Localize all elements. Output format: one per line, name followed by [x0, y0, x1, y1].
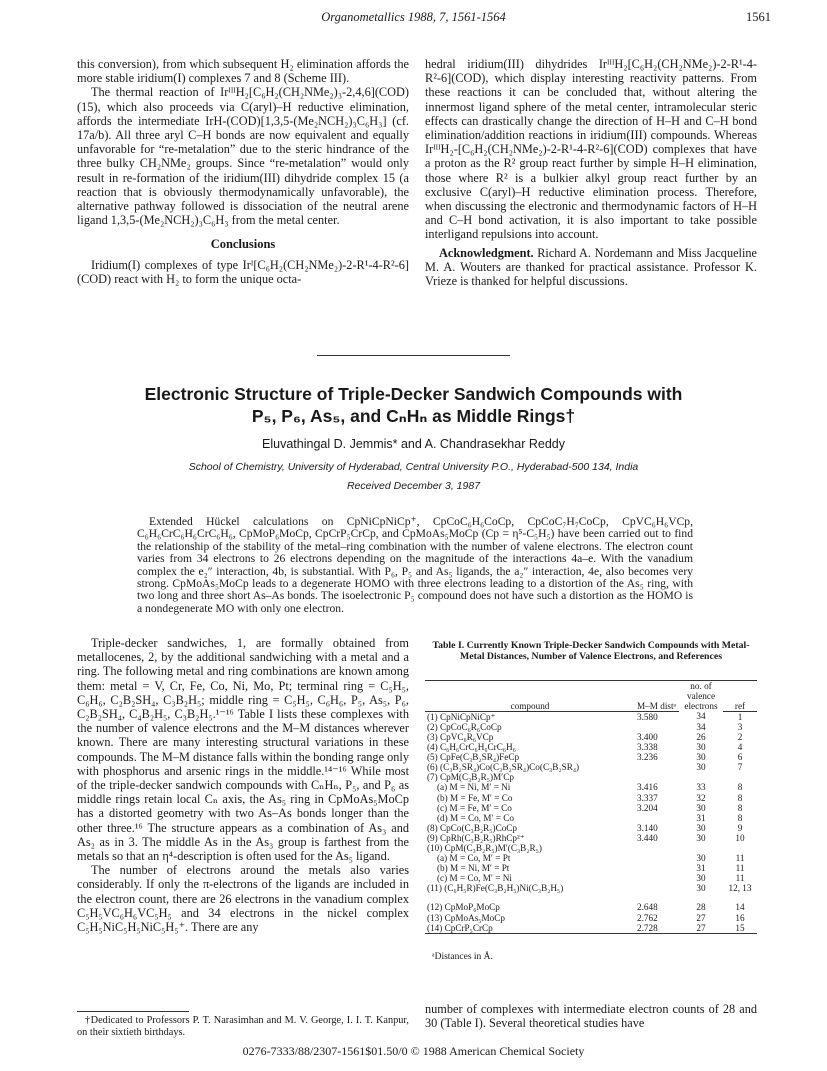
cell-valence-electrons: 30: [696, 832, 706, 843]
cell-ref: 8: [737, 792, 743, 803]
cell-mm-distance: 3.440: [637, 832, 658, 843]
table-row: [425, 873, 757, 883]
cell-mm-distance: [635, 762, 679, 772]
table-row: [425, 762, 757, 772]
ack-text: Richard A. Nordemann and Miss Jacqueline M. A. Wouters are thanked for practical assistance. Professor K. Vrieze is thanked for helpful discussions.: [425, 245, 757, 289]
cell-ref: 11: [735, 853, 745, 864]
cell-ref: 16: [735, 912, 745, 923]
cell-mm-distance: 3.140: [637, 822, 658, 833]
cell-ref: 1: [737, 711, 743, 722]
cell-compound: (10) CpM(C₃B₂R₅)M′(C₃B₂R₅): [427, 843, 542, 853]
body-right-column: [425, 1002, 757, 1030]
cell-compound: (5) CpFe(C₃B₂SR₄)FeCp: [427, 752, 520, 763]
table-caption: Table I. Currently Known Triple-Decker Sandwich Compounds with Metal-Metal Distances, Number of Valence Electrons, and References: [432, 640, 750, 662]
table-row: [425, 893, 757, 912]
copyright-line: 0276-7333/88/2307-1561$01.50/0 © 1988 American Chemical Society: [242, 1044, 585, 1058]
table-row: [425, 913, 757, 923]
cell-valence-electrons: 27: [696, 912, 706, 923]
title-line-2: P₅, P₆, As₅, and CₙHₙ as Middle Rings†: [251, 406, 576, 426]
running-header: Organometallics 1988, 7, 1561-1564: [321, 10, 506, 24]
paragraph: Iridium(I) complexes of type Irᴵ[C₆H₂(CH₂NMe₂)-2-R¹-4-R²-6](COD) react with H₂ to form the unique octa-: [77, 257, 409, 286]
cell-ref: 8: [737, 782, 743, 793]
cell-valence-electrons: 30: [696, 873, 706, 884]
cell-ref: 11: [735, 873, 745, 884]
cell-mm-distance: 3.400: [637, 731, 658, 742]
table-row: [425, 813, 757, 823]
table-row: [425, 742, 757, 752]
cell-ref: [723, 843, 757, 853]
col-header-ref: ref: [723, 682, 757, 711]
cell-compound: (c) M = Fe, M′ = Co: [437, 802, 512, 813]
cell-valence-electrons: [679, 772, 723, 782]
title-line-1: Electronic Structure of Triple-Decker Sandwich Compounds with: [144, 384, 683, 404]
table-row: [425, 752, 757, 762]
table-row: [425, 823, 757, 833]
cell-ref: 2: [737, 731, 743, 742]
cell-mm-distance: [635, 873, 679, 883]
cell-ref: 8: [737, 802, 743, 813]
col-header-valence: no. of valence electrons: [679, 681, 723, 712]
cell-ref: 15: [723, 923, 757, 934]
footnote-rule: [77, 1011, 189, 1012]
cell-ref: 7: [737, 762, 743, 773]
cell-ref: 10: [735, 832, 745, 843]
cell-ref: 6: [737, 752, 743, 763]
cell-ref: 11: [735, 863, 745, 874]
cell-compound: (6) (C₃B₂SR₄)Co(C₃B₂SR₄)Co(C₃B₂SR₄): [427, 762, 580, 773]
cell-ref: 4: [737, 742, 743, 753]
cell-compound: (11) (C₆H₅R)Fe(C₃B₂H₅)Ni(C₃B₂H₅): [427, 883, 564, 894]
cell-valence-electrons: 30: [696, 853, 706, 864]
cell-compound: (4) C₆H₆CrC₆H₆CrC₆H₆: [427, 742, 516, 753]
cell-valence-electrons: 31: [696, 863, 706, 874]
table-row: [425, 793, 757, 803]
cell-valence-electrons: 27: [679, 923, 723, 934]
cell-compound: (14) CpCrP₅CrCp: [425, 923, 635, 934]
col-header-mm: M–M distᵃ: [635, 682, 679, 711]
table-row: [425, 732, 757, 742]
cell-compound: (b) M = Ni, M′ = Pt: [437, 863, 510, 874]
cell-valence-electrons: 31: [696, 812, 706, 823]
table-row: [425, 803, 757, 813]
footnote: [77, 1015, 409, 1039]
col-header-compound: compound: [425, 682, 635, 711]
cell-compound: (7) CpM(C₃B₂R₅)M′Cp: [427, 772, 514, 783]
cell-valence-electrons: 34: [696, 711, 706, 722]
cell-ref: 14: [735, 902, 745, 913]
cell-mm-distance: 3.416: [637, 782, 658, 793]
body-left-column: [77, 636, 409, 934]
paragraph: The number of electrons around the metals also varies considerably. If only the π-electrons of the ligands are included in the electron count, there are 26 electrons in the vanadium complex C₅H₅VC₆H₆VC₅H₅ and 34 electrons in the nickel complex C₅H₅NiC₅H₅NiC₅H₅⁺. There are any: [77, 863, 409, 935]
conclusions-heading: Conclusions: [210, 237, 276, 252]
cell-valence-electrons: 26: [696, 731, 706, 742]
cell-mm-distance: 2.762: [637, 912, 658, 923]
cell-valence-electrons: 30: [696, 883, 706, 894]
cell-ref: [723, 772, 757, 782]
cell-mm-distance: [635, 843, 679, 853]
cell-compound: (b) M = Fe, M′ = Co: [437, 792, 513, 803]
acknowledgment: [425, 246, 757, 289]
table-row: [425, 722, 757, 732]
paragraph: number of complexes with intermediate electron counts of 28 and 30 (Table I). Several theoretical studies have: [425, 1002, 757, 1031]
cell-compound: (2) CpCoC₆R₆CoCp: [427, 721, 502, 732]
cell-compound: (d) M = Co, M′ = Co: [437, 812, 514, 823]
cell-valence-electrons: 30: [696, 822, 706, 833]
cell-ref: 8: [737, 812, 743, 823]
cell-mm-distance: [635, 813, 679, 823]
cell-compound: (c) M = Co, M′ = Ni: [437, 873, 512, 884]
paragraph: this conversion), from which subsequent H₂ elimination affords the more stable iridium(I) complexes 7 and 8 (Scheme III).: [77, 57, 409, 86]
cell-valence-electrons: 32: [696, 792, 706, 803]
table-1: [425, 680, 757, 934]
cell-valence-electrons: 34: [696, 721, 706, 732]
cell-mm-distance: 2.648: [637, 902, 658, 913]
table-row: [425, 843, 757, 853]
cell-compound: (13) CpMoAs₅MoCp: [427, 912, 505, 923]
cell-compound: (a) M = Ni, M′ = Ni: [437, 782, 511, 793]
cell-compound: (1) CpNiCpNiCp⁺: [427, 711, 496, 722]
table-row: [425, 863, 757, 873]
prev-article-left-column: [77, 57, 409, 286]
cell-valence-electrons: [679, 843, 723, 853]
table-body: [425, 711, 757, 933]
cell-valence-electrons: 33: [696, 782, 706, 793]
table-row: [425, 833, 757, 843]
prev-article-right-column: [425, 57, 757, 288]
table-row: [425, 782, 757, 792]
cell-mm-distance: 3.236: [637, 752, 658, 763]
paragraph: Triple-decker sandwiches, 1, are formally obtained from metallocenes, 2, by the additional sandwiching with a metal and a ring. The following metal and ring combinations are known among them: metal = V, Cr, Fe, Co, Ni, Mo, Pt; terminal ring = C₅H₅, C₆H₆, C₂B₂SH₄, C₃B₂H₅; middle ring = C₅H₅, C₆H₆, P₅, As₅, P₆, C₂B₂SH₄, C₄B₂H₅, C₃B₂H₅.¹⁻¹⁶ Table I lists these complexes with the number of valence electrons and the M–M distances wherever known. There are many interesting structural variations in these compounds. The M–M distance falls within the bonding range only with phosphorus and arsenic rings in the middle.¹⁴⁻¹⁶ While most of the triple-decker sandwich compounds with CₙHₙ, P₅, and P₆ as middle rings retain local Cₙ axis, the As₅ ring in CpMoAs₅MoCp has a distorted geometry with two As–As bonds longer than the other three.¹⁶ The structure appears as a combination of As₃ and As₂ as in 3. The middle As in the As₃ group is farthest from the metals so that an η⁴-description is often used for the As₅ ligand.: [77, 636, 409, 864]
article-title: [60, 383, 767, 427]
cell-valence-electrons: 30: [696, 742, 706, 753]
cell-mm-distance: 3.580: [637, 711, 658, 722]
paragraph: hedral iridium(III) dihydrides IrᴵᴵᴵH₂[C₆H₂(CH₂NMe₂)-2-R¹-4-R²-6](COD), which display interesting reactivity patterns. From these reactions it can be concluded that, without altering the innermost ligand sphere of the metal center, intramolecular steric effects can drastically change the direction of H–H and C–H bond elimination/addition reactions in iridium(III) compounds. Whereas IrᴵᴵᴵH₂-[C₆H₂(CH₂NMe₂)-2-R¹-4-R²-6](COD) complexes that have a proton as the R² group react further by simple H–H elimination, those where R² is a bulkier alkyl group react further by an exclusive C(aryl)–H reductive elimination process. Therefore, when discussing the electronic and thermodynamic factors of H–H and C–H bond activation, it is also important to take possible interligand repulsions into account.: [425, 57, 757, 242]
cell-mm-distance: [635, 722, 679, 732]
cell-compound: (12) CpMoP₆MoCp: [427, 902, 500, 913]
table-row: [425, 853, 757, 863]
cell-ref: 12, 13: [728, 883, 752, 894]
page-number: 1561: [746, 10, 771, 24]
cell-valence-electrons: 30: [696, 762, 706, 773]
cell-mm-distance: [635, 772, 679, 782]
abstract: [137, 516, 693, 615]
cell-compound: (a) M = Co, M′ = Pt: [437, 853, 511, 864]
cell-mm-distance: [635, 863, 679, 873]
table-row: [425, 711, 757, 722]
ack-label: Acknowledgment.: [439, 245, 534, 260]
cell-ref: 9: [737, 822, 743, 833]
article-divider: [317, 355, 510, 356]
footnote-text: †Dedicated to Professors P. T. Narasimhan and M. V. George, I. I. T. Kanpur, on their sixtieth birthdays.: [77, 1015, 409, 1038]
authors: Eluvathingal D. Jemmis* and A. Chandrasekhar Reddy: [262, 437, 565, 451]
table-note: ᵃDistances in Å.: [432, 952, 493, 962]
cell-mm-distance: [635, 883, 679, 893]
table-row: [425, 772, 757, 782]
cell-mm-distance: 3.338: [637, 742, 658, 753]
cell-mm-distance: 3.337: [637, 792, 658, 803]
affiliation: School of Chemistry, University of Hyderabad, Central University P.O., Hyderabad-500 134, India: [188, 461, 639, 473]
cell-valence-electrons: 30: [696, 752, 706, 763]
table-row: [425, 883, 757, 893]
cell-compound: (9) CpRh(C₃B₂R₅)RhCp²⁺: [427, 832, 525, 843]
cell-compound: (8) CpCo(C₃B₂R₅)CoCp: [427, 822, 518, 833]
cell-mm-distance: [635, 853, 679, 863]
cell-compound: (3) CpVC₆R₆VCp: [427, 731, 494, 742]
paragraph: The thermal reaction of IrᴵᴵᴵH₂[C₆H₂(CH₂NMe₂)₃-2,4,6](COD) (15), which also proceeds via C(aryl)–H reductive elimination, affords the intermediate IrH-(COD)[1,3,5-(Me₂NCH₂)₃C₆H₃] (cf. 17a/b). All three aryl C–H bonds are now equivalent and equally unfavorable for “re-metalation” due to the steric hindrance of the three bulky CH₂NMe₂ groups. Since “re-metalation” would only result in re-formation of the iridium(III) dihydride complex 15 (a reaction that is obviously thermodynamically unfavorable), the alternative pathway followed is dissociation of the neutral arene ligand 1,3,5-(Me₂NCH₂)₃C₆H₃ from the metal center.: [77, 85, 409, 228]
cell-valence-electrons: 28: [696, 902, 706, 913]
cell-valence-electrons: 30: [696, 802, 706, 813]
received-date: Received December 3, 1987: [346, 480, 481, 492]
table-row: [425, 923, 757, 934]
abstract-text: Extended Hückel calculations on CpNiCpNiCp⁺, CpCoC₆H₆CoCp, CpCoC₇H₇CoCp, CpVC₆H₆VCp, C₆H₆CrC₆H₆CrC₆H₆, CpMoP₆MoCp, CpCrP₅CrCp, and CpMoAs₅MoCp (Cp = η⁵-C₅H₅) have been carried out to find the relationship of the stability of the metal–ring combination with the number of valene electrons. The electron count varies from 34 electrons to 26 electrons depending on the magnitude of the interactions 4a–e. With the vanadium complex the e₂″ interaction, 4b, is substantial. With P₆, P₅ and As₅ ligands, the a₂″ interaction, 4e, also becomes very strong. CpMoAs₅MoCp leads to a degenerate HOMO with three electrons leading to a distortion of the As₅ ring, with two long and three short As–As bonds. The isoelectronic P₅ compound does not have such a distortion as the HOMO is a nondegenerate MO with only one electron.: [137, 515, 693, 615]
cell-mm-distance: 2.728: [635, 923, 679, 934]
cell-mm-distance: 3.204: [637, 802, 658, 813]
cell-ref: 3: [737, 721, 743, 732]
